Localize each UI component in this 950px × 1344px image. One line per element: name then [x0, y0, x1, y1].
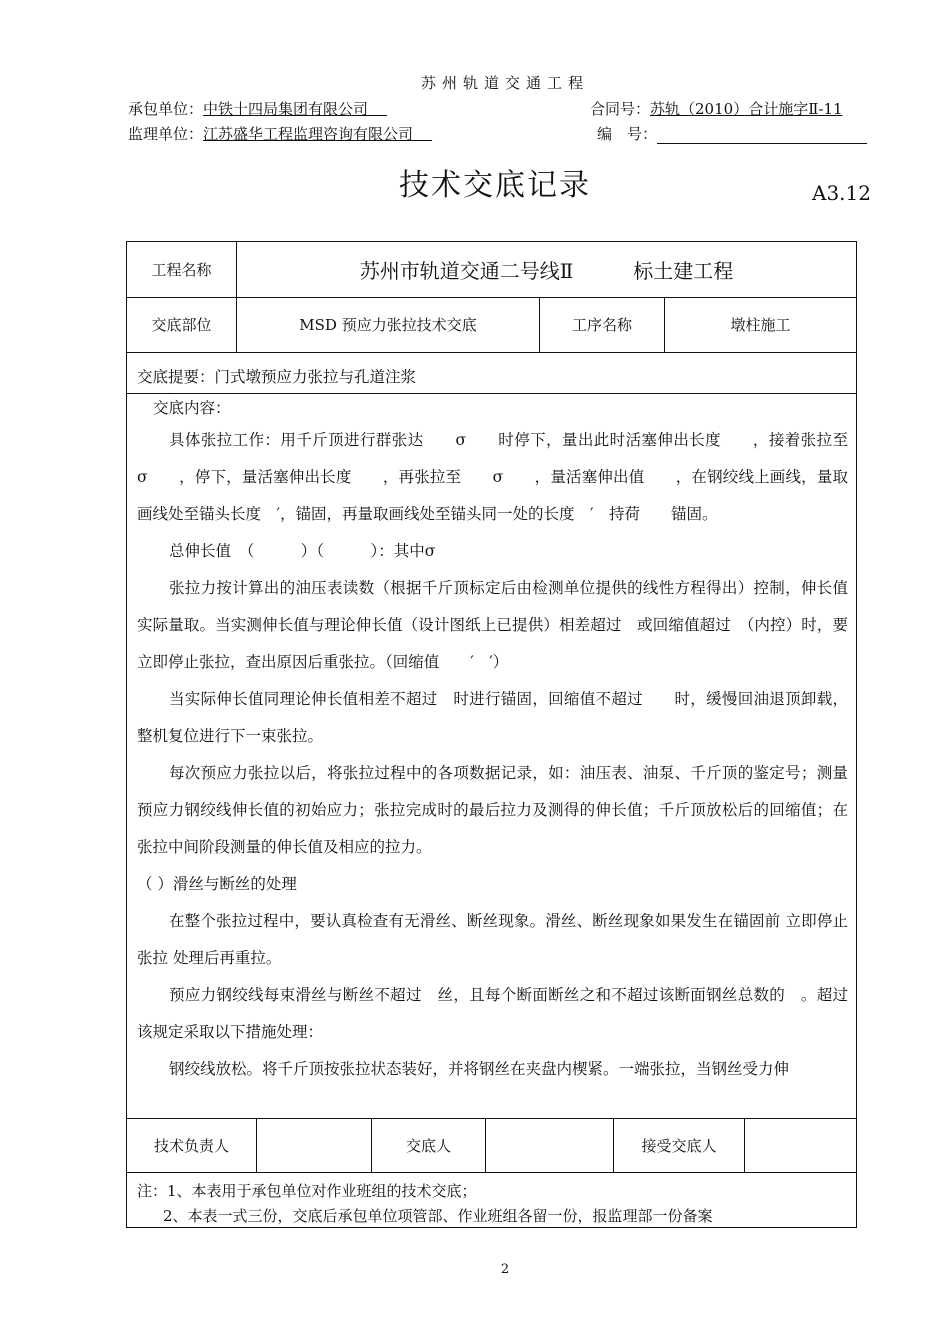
page-number: 2 — [500, 1262, 510, 1277]
supervisor-value: 江苏盛华工程监理咨询有限公司 — [203, 125, 414, 143]
contractor-line — [128, 98, 387, 119]
paragraph: 当实际伸长值同理论伸长值相差不超过 时进行锚固，回缩值不超过 时，缓慢回油退顶卸载，整机复位进行下一束张拉。 — [137, 690, 848, 745]
note-1: 注：1、本表用于承包单位对作业班组的技术交底； — [137, 1182, 477, 1200]
paragraph: 钢绞线放松。将千斤顶按张拉状态装好，并将钢丝在夹盘内楔紧。一端张拉，当钢丝受力伸 — [169, 1060, 790, 1078]
contract-no-line — [590, 98, 843, 119]
contractor-label: 承包单位： — [128, 100, 204, 118]
row-divider — [127, 1172, 856, 1173]
content-body — [137, 422, 880, 1088]
summary-text: 交底提要：门式墩预应力张拉与孔道注浆 — [137, 368, 417, 386]
tech-lead-label: 技术负责人 — [153, 1136, 229, 1155]
discloser-signature — [486, 1118, 613, 1172]
content-label: 交底内容： — [153, 399, 231, 417]
receiver-signature — [745, 1118, 856, 1172]
serial-label: 编 号： — [597, 125, 658, 143]
supervisor-label: 监理单位： — [128, 125, 204, 143]
contractor-value: 中铁十四局集团有限公司 — [203, 100, 369, 118]
part-value: MSD 预应力张拉技术交底 — [299, 316, 477, 334]
note-2: 2、本表一式三份，交底后承包单位项管部、作业班组各留一份，报监理部一份备案 — [163, 1207, 713, 1225]
row-divider — [127, 352, 856, 353]
serial-line — [597, 123, 867, 144]
paragraph: 张拉力按计算出的油压表读数（根据千斤顶标定后由检测单位提供的线性方程得出）控制，伸长值实际量取。当实测伸长值与理论伸长值（设计图纸上已提供）相差超过 或回缩值超过 （内控）时，要立即停止张拉，查出原因后重张拉。（回缩值 ′ ′） — [137, 579, 848, 671]
paragraph: 具体张拉工作：用千斤顶进行群张达 σ 时停下，量出此时活塞伸出长度 ，接着张拉至 σ ，停下，量活塞伸出长度 ，再张拉至 σ ，量活塞伸出值 ，在钢绞线上画线，量取画线处至锚头长度 ′，锚固，再量取画线处至锚头同一处的长度 ′ 持荷 锚固。 — [137, 431, 880, 523]
process-value: 墩柱施工 — [730, 316, 791, 334]
record-table — [126, 241, 880, 1228]
receiver-label: 接受交底人 — [641, 1136, 717, 1155]
paragraph: 在整个张拉过程中，要认真检查有无滑丝、断丝现象。滑丝、断丝现象如果发生在锚固前 立即停止张拉 处理后再重拉。 — [137, 912, 848, 967]
contract-no-value: 苏轨（2010）合计施字Ⅱ-11 — [650, 100, 843, 118]
document-title: 技术交底记录 — [399, 168, 591, 203]
project-name-value: 苏州市轨道交通二号线Ⅱ 标土建工程 — [359, 259, 734, 283]
section-heading: （ ）滑丝与断丝的处理 — [137, 875, 297, 893]
paragraph: 总伸长值 （ ）（ ）：其中σ — [169, 542, 436, 560]
form-code: A3.12 — [812, 181, 871, 205]
paragraph: 预应力钢绞线每束滑丝与断丝不超过 丝，且每个断面断丝之和不超过该断面钢丝总数的 。超过该规定采取以下措施处理： — [137, 986, 848, 1041]
part-label: 交底部位 — [151, 316, 212, 334]
supervisor-line — [128, 123, 432, 144]
tech-lead-signature — [257, 1118, 371, 1172]
contract-no-label: 合同号： — [590, 100, 651, 118]
paragraph: 每次预应力张拉以后，将张拉过程中的各项数据记录，如：油压表、油泵、千斤顶的鉴定号；测量预应力钢绞线伸长值的初始应力；张拉完成时的最后拉力及测得的伸长值；千斤顶放松后的回缩值；在张拉中间阶段测量的伸长值及相应的拉力。 — [137, 764, 848, 856]
project-name-label: 工程名称 — [151, 261, 212, 279]
discloser-label: 交底人 — [405, 1136, 451, 1155]
serial-blank — [657, 129, 867, 144]
process-label: 工序名称 — [571, 316, 632, 334]
project-title: 苏州轨道交通工程 — [420, 74, 589, 92]
